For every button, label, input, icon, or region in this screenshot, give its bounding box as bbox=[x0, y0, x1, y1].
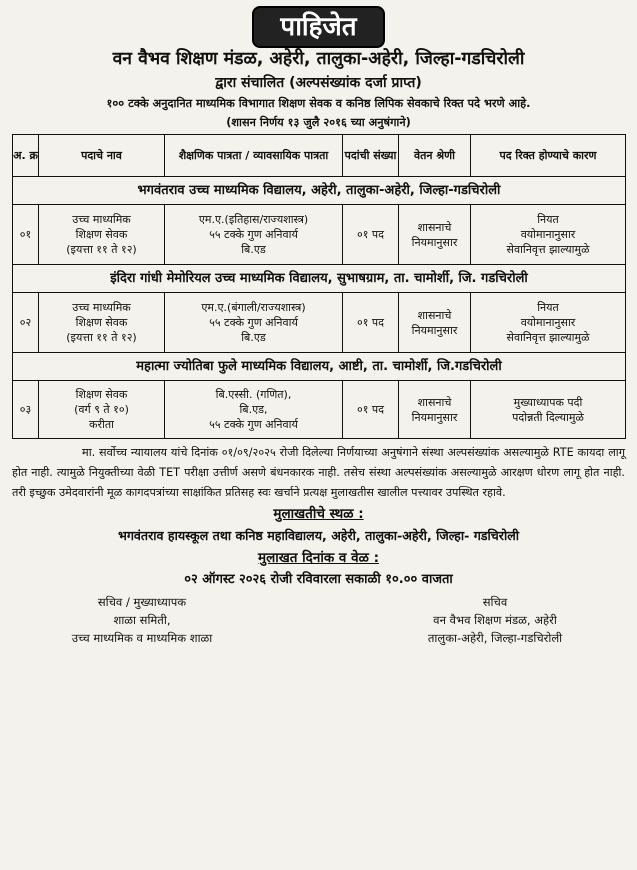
pay-line: नियमानुसार bbox=[411, 235, 458, 249]
signatory-line: तालुका-अहेरी, जिल्हा-गडचिरोली bbox=[427, 631, 563, 645]
qualification-line: एम.ए.(इतिहास/राज्यशास्त्र) bbox=[198, 213, 309, 226]
header-sr: अ. क्र bbox=[13, 135, 39, 177]
post-line: (इयत्ता ११ ते १२) bbox=[66, 243, 137, 256]
school-row bbox=[13, 353, 626, 381]
table-header-row bbox=[13, 135, 626, 177]
header-count: पदांची संख्या bbox=[343, 135, 399, 177]
signatory-line: सचिव bbox=[482, 595, 508, 609]
signatory-line: वन वैभव शिक्षण मंडळ, अहेरी bbox=[433, 613, 557, 627]
gr-line: (शासन निर्णय १३ जुलै २०१६ च्या अनुषंगाने) bbox=[226, 116, 411, 129]
post-line: करीता bbox=[89, 418, 114, 431]
qualification-line: बि.एड bbox=[241, 331, 266, 344]
pay-line: शासनाचे bbox=[417, 308, 452, 322]
pay-cell bbox=[399, 381, 471, 439]
sr-cell: ०२ bbox=[13, 293, 39, 353]
school-row bbox=[13, 265, 626, 293]
managed-by: द्वारा संचालित (अल्पसंख्यांक दर्जा प्राप्त) bbox=[215, 75, 422, 91]
organization-name: वन वैभव शिक्षण मंडळ, अहेरी, तालुका-अहेरी, जिल्हा-गडचिरोली bbox=[112, 49, 525, 69]
reason-cell bbox=[471, 381, 626, 439]
qualification-line: बि.एस्सी. (गणित), bbox=[215, 388, 292, 401]
wanted-banner: पाहिजेत bbox=[252, 6, 384, 48]
school-name: भगवंतराव उच्च माध्यमिक विद्यालय, अहेरी, तालुका-अहेरी, जिल्हा-गडचिरोली bbox=[13, 177, 626, 205]
count-cell: ०१ पद bbox=[343, 205, 399, 265]
venue-address: भगवंतराव हायस्कूल तथा कनिष्ठ महाविद्यालय, अहेरी, तालुका-अहेरी, जिल्हा- गडचिरोली bbox=[117, 528, 520, 543]
post-line: शिक्षण सेवक bbox=[75, 388, 128, 401]
pay-line: नियमानुसार bbox=[411, 410, 458, 424]
reason-line: वयोमानानुसार bbox=[520, 228, 576, 241]
count-cell: ०१ पद bbox=[343, 293, 399, 353]
vacancy-table bbox=[12, 134, 626, 439]
qualification-line: बि.एड bbox=[241, 243, 266, 256]
signatory-right bbox=[365, 593, 625, 647]
post-line: (वर्ग ९ ते १०) bbox=[74, 403, 129, 416]
reason-line: वयोमानानुसार bbox=[520, 316, 576, 329]
qualification-line: बि.एड, bbox=[239, 403, 268, 416]
qualification-line: ५५ टक्के गुण अनिवार्य bbox=[209, 418, 298, 431]
reason-line: नियत bbox=[537, 301, 559, 314]
reason-line: नियत bbox=[537, 213, 559, 226]
post-line: (इयत्ता ११ ते १२) bbox=[66, 331, 137, 344]
reason-cell bbox=[471, 293, 626, 353]
interview-datetime: ०२ ऑगस्ट २०२६ रोजी रविवारला सकाळी १०.०० वाजता bbox=[184, 572, 453, 587]
pay-cell bbox=[399, 293, 471, 353]
reason-line: मुख्याध्यापक पदी bbox=[513, 395, 583, 409]
count-cell: ०१ पद bbox=[343, 381, 399, 439]
notice-paragraph: मा. सर्वोच्च न्यायालय यांचे दिनांक ०१/०९/२०२५ रोजी दिलेल्या निर्णयाच्या अनुषंगाने संस्था अल्पसंख्यांक असल्यामुळे RTE कायदा लागू होत नाही. त्यामुळे नियुक्तीच्या वेळी TET परीक्षा उत्तीर्ण असणे बंधनकारक नाही. तसेच संस्था अल्पसंख्यांक असल्यामुळे आरक्षण धोरण लागू होत नाही. तरी इच्छुक उमेदवारांनी मूळ कागदपत्रांच्या साक्षांकित प्रतिसह स्वः खर्चाने प्रत्यक्ष मुलाखतीस खालील पत्त्यावर उपस्थित रहावे. bbox=[12, 446, 625, 499]
header-reason: पद रिक्त होण्याचे कारण bbox=[471, 135, 626, 177]
post-line: उच्च माध्यमिक bbox=[72, 213, 131, 226]
sr-cell: ०३ bbox=[13, 381, 39, 439]
school-name: इंदिरा गांधी मेमोरियल उच्च माध्यमिक विद्यालय, सुभाषग्राम, ता. चामोर्शी, जि. गडचिरोली bbox=[13, 265, 626, 293]
post-line: शिक्षण सेवक bbox=[75, 228, 128, 241]
signatures bbox=[12, 593, 625, 647]
qualification-line: ५५ टक्के गुण अनिवार्य bbox=[209, 228, 298, 241]
banner-wrap bbox=[12, 6, 625, 46]
reason-cell bbox=[471, 205, 626, 265]
table-row bbox=[13, 381, 626, 439]
table-row bbox=[13, 205, 626, 265]
qualification-line: ५५ टक्के गुण अनिवार्य bbox=[209, 316, 298, 329]
datetime-heading: मुलाखत दिनांक व वेळ : bbox=[258, 550, 379, 566]
header-pay: वेतन श्रेणी bbox=[399, 135, 471, 177]
qualification-cell bbox=[165, 381, 343, 439]
qualification-cell bbox=[165, 205, 343, 265]
reason-line: पदोन्नती दिल्यामुळे bbox=[512, 410, 584, 424]
header-qualification: शैक्षणिक पात्रता / व्यावसायिक पात्रता bbox=[165, 135, 343, 177]
signatory-line: शाळा समिती, bbox=[113, 613, 171, 627]
qualification-cell bbox=[165, 293, 343, 353]
signatory-line: उच्च माध्यमिक व माध्यमिक शाळा bbox=[71, 631, 213, 645]
pay-cell bbox=[399, 205, 471, 265]
post-line: शिक्षण सेवक bbox=[75, 316, 128, 329]
pay-line: शासनाचे bbox=[417, 220, 452, 234]
header-post: पदाचे नाव bbox=[39, 135, 165, 177]
pay-line: शासनाचे bbox=[417, 395, 452, 409]
intro-line: १०० टक्के अनुदानित माध्यमिक विभागात शिक्षण सेवक व कनिष्ठ लिपिक सेवकाचे रिक्त पदे भरणे आहे. bbox=[106, 97, 531, 110]
school-row bbox=[13, 177, 626, 205]
post-cell bbox=[39, 381, 165, 439]
reason-line: सेवानिवृत्त झाल्यामुळे bbox=[506, 243, 590, 256]
table-row bbox=[13, 293, 626, 353]
reason-line: सेवानिवृत्त झाल्यामुळे bbox=[506, 331, 590, 344]
pay-line: नियमानुसार bbox=[411, 323, 458, 337]
post-cell bbox=[39, 205, 165, 265]
venue-heading: मुलाखतीचे स्थळ : bbox=[273, 506, 364, 522]
sr-cell: ०१ bbox=[13, 205, 39, 265]
post-cell bbox=[39, 293, 165, 353]
school-name: महात्मा ज्योतिबा फुले माध्यमिक विद्यालय, आष्टी, ता. चामोर्शी, जि.गडचिरोली bbox=[13, 353, 626, 381]
signatory-line: सचिव / मुख्याध्यापक bbox=[97, 595, 187, 609]
signatory-left bbox=[12, 593, 272, 647]
post-line: उच्च माध्यमिक bbox=[72, 301, 131, 314]
qualification-line: एम.ए.(बंगाली/राज्यशास्त्र) bbox=[201, 301, 306, 314]
